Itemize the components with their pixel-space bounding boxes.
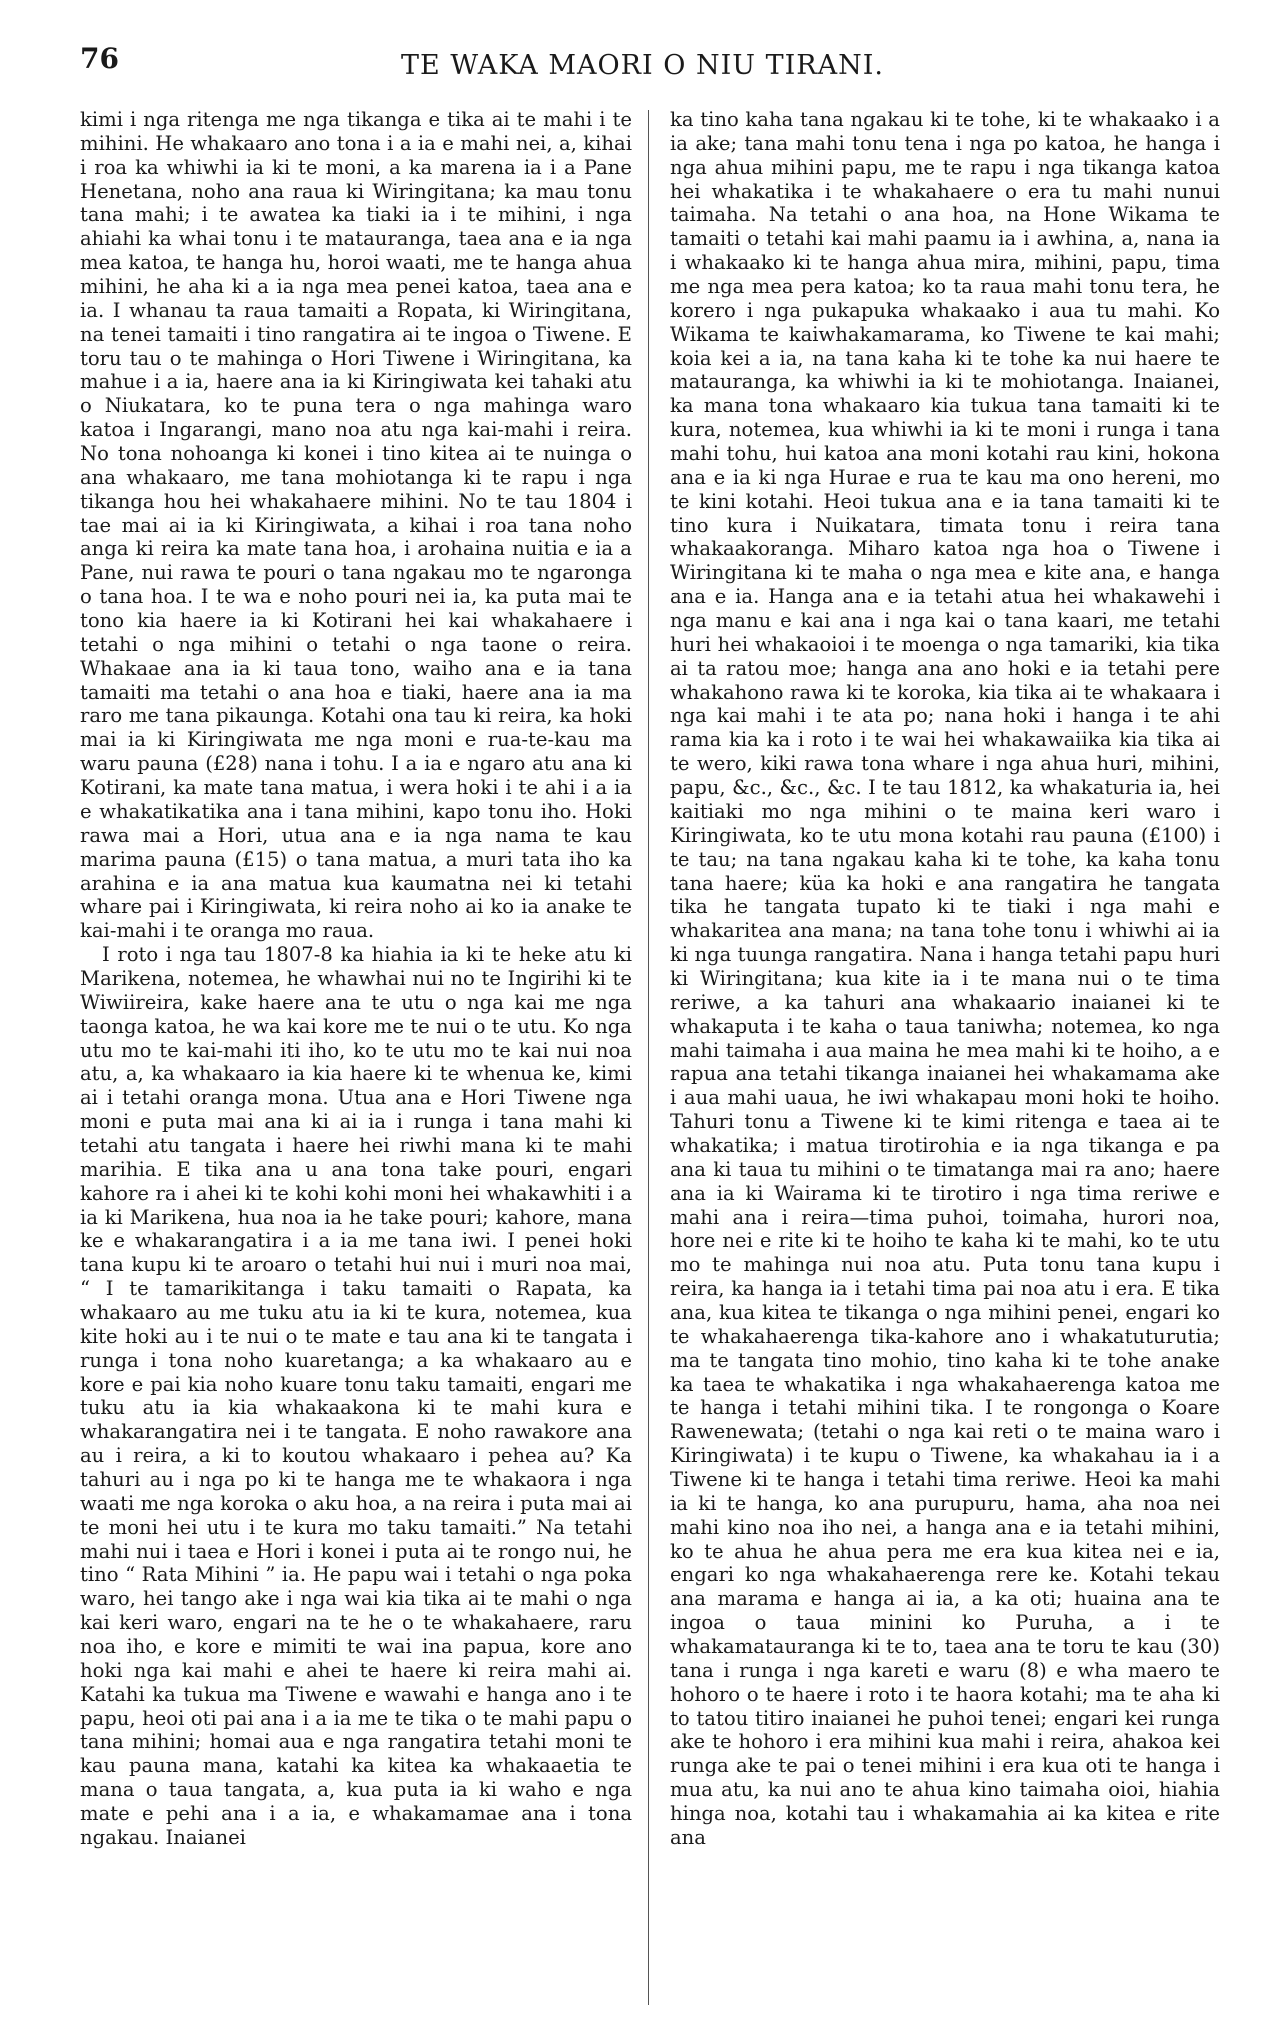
- page-header: [80, 40, 1205, 100]
- left-paragraph-2: I roto i nga tau 1807-8 ka hiahia ia ki te heke atu ki Marikena, notemea, he whawhai nui no te Ingirihi ki te Wiwiireira, kake haere ana te utu o nga kai me nga taonga katoa, he wa kai kore me te nui o te utu. Ko nga utu mo te kai-mahi iti iho, ko te utu mo te kai nui noa atu, a, ka whakaaro ia kia haere ki te whenua ke, kimi ai i tetahi oranga mona. Utua ana e Hori Tiwene nga moni e puta mai ana ki ai ia i runga i tana mahi ki tetahi atu tangata i haere hei riwhi mana ki te mahi marihia. E tika ana u ana tona take pouri, engari kahore ra i ahei ki te kohi kohi moni hei whakawhiti i a ia ki Marikena, hua noa ia he take pouri; kahore, mana ke e whakarangatira i a ia me tana iwi. I penei hoki tana kupu ki te aroaro o tetahi hui nui i muri noa mai, “ I te tamarikitanga i taku tamaiti o Rapata, ka whakaaro au me tuku atu ia ki te kura, notemea, kua kite hoki au i te nui o te mate e tau ana ki te tangata i runga i tona noho kuaretanga; a ka whakaaro au e kore e pai kia noho kuare tonu taku tamaiti, engari me tuku atu ia kia whakaakona ki te mahi kura e whakarangatira nei i te tangata. E noho rawakore ana au i reira, a ki to koutou whakaaro i pehea au? Ka tahuri au i nga po ki te hanga me te whakaora i nga waati me nga koroka o aku hoa, a na reira i puta mai ai te moni hei utu i te kura mo taku tamaiti.” Na tetahi mahi nui i taea e Hori i konei i puta ai te rongo nui, he tino “ Rata Mihini ” ia. He papu wai i tetahi o nga poka waro, hei tango ake i nga wai kia tika ai te mahi o nga kai keri waro, engari na te he o te whakahaere, raru noa iho, e kore e mimiti te wai ina papua, kore ano hoki nga kai mahi e ahei te haere ki reira mahi ai. Katahi ka tukua ma Tiwene e wawahi e hanga ano i te papu, heoi oti pai ana i a ia me te tika o te mahi papu o tana mihini; homai aua e nga rangatira tetahi moni te kau pauna mana, katahi ka kitea ka whakaaetia te mana o taua tangata, a, kua puta ia ki waho e nga mate e pehi ana i a ia, e whakamamae ana i tona ngakau. Inaianei: [80, 943, 632, 1849]
- left-paragraph-1: kimi i nga ritenga me nga tikanga e tika ai te mahi i te mihini. He whakaaro ano tona i a ia e mahi nei, a, kihai i roa ka whiwhi ia ki te moni, a ka marena ia i a Pane Henetana, noho ana raua ki Wiringitana; ka mau tonu tana mahi; i te awatea ka tiaki ia i te mihini, i nga ahiahi ka whai tonu i te matauranga, taea ana e ia nga mea katoa, te hanga hu, horoi waati, me te hanga ahua mihini, he aha ki a ia nga mea penei katoa, taea ana e ia. I whanau ta raua tamaiti a Ropata, ki Wiringitana, na tenei tamaiti i tino rangatira ai te ingoa o Tiwene. E toru tau o te mahinga o Hori Tiwene i Wiringitana, ka mahue i a ia, haere ana ia ki Kiringiwata kei tahaki atu o Niukatara, ko te puna tera o nga mahinga waro katoa i Ingarangi, mano noa atu nga kai-mahi i reira. No tona nohoanga ki konei i tino kitea ai te nuinga o ana whakaaro, me tana mohiotanga ki te rapu i nga tikanga hou hei whakahaere mihini. No te tau 1804 i tae mai ai ia ki Kiringiwata, a kihai i roa tana noho anga ki reira ka mate tana hoa, i arohaina nuitia e ia a Pane, nui rawa te pouri o tana ngakau mo te ngaronga o tana hoa. I te wa e noho pouri nei ia, ka puta mai te tono kia haere ia ki Kotirani hei kai whakahaere i tetahi o nga mihini o tetahi o nga taone o reira. Whakaae ana ia ki taua tono, waiho ana e ia tana tamaiti ma tetahi o ana hoa e tiaki, haere ana ia ma raro me tana pikaunga. Kotahi ona tau ki reira, ka hoki mai ia ki Kiringiwata me nga moni e rua-te-kau ma waru pauna (£28) nana i tohu. I a ia e ngaro atu ana ki Kotirani, ka mate tana matua, i wera hoki i te ahi i a ia e whakatikatika ana i tana mihini, kapo tonu iho. Hoki rawa mai a Hori, utua ana e ia nga nama te kau marima pauna (£15) o tana matua, a muri tata iho ka arahina e ia ana matua kua kaumatna nei ki tetahi whare pai i Kiringiwata, ki reira noho ai ko ia anake te kai-mahi i te oranga mo raua.: [80, 108, 632, 943]
- right-column: [670, 108, 1220, 1850]
- column-divider: [648, 110, 649, 2005]
- left-column: [80, 108, 632, 1850]
- running-title: TE WAKA MAORI O NIU TIRANI.: [401, 50, 884, 81]
- right-paragraph-1: ka tino kaha tana ngakau ki te tohe, ki te whakaako i a ia ake; tana mahi tonu tena i nga po katoa, he hanga i nga ahua mihini papu, me te rapu i nga tikanga katoa hei whakatika i te whakahaere o era tu mahi nunui taimaha. Na tetahi o ana hoa, na Hone Wikama te tamaiti o tetahi kai mahi paamu ia i awhina, a, nana ia i whakaako ki te hanga ahua mira, mihini, papu, tima me nga mea pera katoa; ko ta raua mahi tonu tera, he korero i nga pukapuka whakaako i aua tu mahi. Ko Wikama te kaiwhakamarama, ko Tiwene te kai mahi; koia kei a ia, na tana kaha ki te tohe ka nui haere te matauranga, ka whiwhi ia ki te mohiotanga. Inaianei, ka mana tona whakaaro kia tukua tana tamaiti ki te kura, notemea, kua whiwhi ia ki te moni i runga i tana mahi tohu, hui katoa ana moni kotahi rau kini, hokona ana e ia ki nga Hurae e rua te kau ma ono hereni, mo te kini kotahi. Heoi tukua ana e ia tana tamaiti ki te tino kura i Nuikatara, timata tonu i reira tana whakaakoranga. Miharo katoa nga hoa o Tiwene i Wiringitana ki te maha o nga mea e kite ana, e hanga ana e ia. Hanga ana e ia tetahi atua hei whakawehi i nga manu e kai ana i nga kai o tana kaari, me tetahi huri hei whakaoioi i te moenga o nga tamariki, kia tika ai ta ratou moe; hanga ana ano hoki e ia tetahi pere whakahono rawa ki te koroka, kia tika ai te whakaara i nga kai mahi i te ata po; nana hoki i hanga i te ahi rama kia ka i roto i te wai hei whakawaiika kia tika ai te wero, kiki rawa tona whare i nga ahua huri, mihini, papu, &c., &c., &c. I te tau 1812, ka whakaturia ia, hei kaitiaki mo nga mihini o te maina keri waro i Kiringiwata, ko te utu mona kotahi rau pauna (£100) i te tau; na tana ngakau kaha ki te tohe, ka kaha tonu tana haere; küa ka hoki e ana rangatira he tangata tika he tangata tupato ki te tiaki i nga mahi e whakaritea ana mana; na tana tohe tonu i whiwhi ai ia ki nga tuunga rangatira. Nana i hanga tetahi papu huri ki Wiringitana; kua kite ia i te mana nui o te tima reriwe, a ka tahuri ana whakaario inaianei ki te whakaputa i te kaha o taua taniwha; notemea, ko nga mahi taimaha i aua maina he mea mahi ki te hoiho, a e rapua ana tetahi tikanga inaianei hei whakamama ake i aua mahi uaua, he iwi whakapau moni hoki te hoiho. Tahuri tonu a Tiwene ki te kimi ritenga e taea ai te whakatika; i matua tirotirohia e ia nga tikanga e pa ana ki taua tu mihini o te timatanga mai ra ano; haere ana ia ki Wairama ki te tirotiro i nga tima reriwe e mahi ana i reira—tima puhoi, toimaha, hurori noa, hore nei e rite ki te hoiho te kaha ki te mahi, ko te utu mo te mahinga nui noa atu. Puta tonu tana kupu i reira, ka hanga ia i tetahi tima pai noa atu i era. E tika ana, kua kitea te tikanga o nga mihini penei, engari ko te whakahaerenga tika-kahore ano i whakatuturutia; ma te tangata tino mohio, tino kaha ki te tohe anake ka taea te whakatika i nga whakahaerenga katoa me te hanga i tetahi mihini tika. I te rongonga o Koare Rawenewata; (tetahi o nga kai reti o te maina waro i Kiringiwata) i te kupu o Tiwene, ka whakahau ia i a Tiwene ki te hanga i tetahi tima reriwe. Heoi ka mahi ia ki te hanga, ko ana purupuru, hama, aha noa nei mahi kino noa iho nei, a hanga ana e ia tetahi mihini, ko te ahua he ahua pera me era kua kitea nei e ia, engari ko nga whakahaerenga rere ke. Kotahi tekau ana marama e hanga ai ia, a ka oti; huaina ana te ingoa o taua minini ko Puruha, a i te whakamatauranga ki te to, taea ana te toru te kau (30) tana i runga i nga kareti e waru (8) e wha maero te hohoro o te haere i roto i te haora kotahi; ma te aha ki to tatou titiro inaianei he puhoi tenei; engari kei runga ake te hohoro i era mihini kua mahi i reira, ahakoa kei runga ake te pai o tenei mihini i era kua oti te hanga i mua atu, ka nui ano te ahua kino taimaha oioi, hiahia hinga noa, kotahi tau i whakamahia ai ka kitea e rite ana: [670, 108, 1220, 1849]
- page-number: 76: [80, 42, 119, 75]
